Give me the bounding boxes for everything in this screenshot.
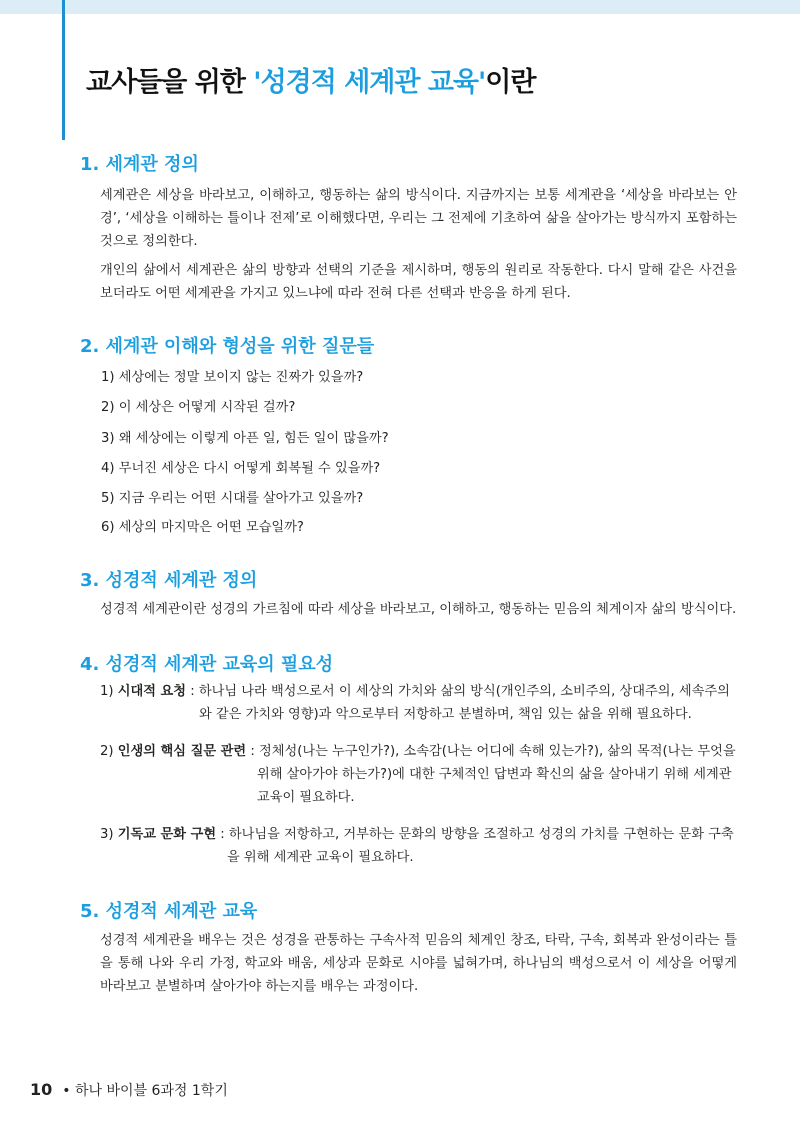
section-5-heading: 5. 성경적 세계관 교육: [80, 901, 258, 922]
page-title: [86, 60, 535, 99]
book-title: • 하나 바이블 6과정 1학기: [62, 1083, 228, 1099]
page-number: 10: [30, 1080, 53, 1099]
page-title-prefix: 교사들을 위한: [86, 67, 254, 98]
need-item-3: [100, 823, 740, 869]
need-item-1-first-line: [100, 680, 740, 703]
need-item-term: 기독교 문화 구현: [117, 827, 217, 842]
page-title-highlight: '성경적 세계관 교육': [253, 67, 486, 98]
need-item-2-first-line: [100, 740, 740, 763]
need-item-term: 인생의 핵심 질문 관련: [117, 744, 247, 759]
need-item-continuation: 위해 살아가야 하는가?)에 대한 구체적인 답변과 확신의 삶을 살아내기 위해 세계관: [257, 767, 732, 782]
section-1-paragraph-2: 개인의 삶에서 세계관은 삶의 방향과 선택의 기준을 제시하며, 행동의 원리로 작동한다. 다시 말해 같은 사건을 보더라도 어떤 세계관을 가지고 있느냐에 따라 전혀 다른 선택과 반응을 하게 된다.: [100, 263, 737, 301]
title-accent-bar: [62, 0, 65, 140]
section-1-paragraph-1: 세계관은 세상을 바라보고, 이해하고, 행동하는 삶의 방식이다. 지금까지는 보통 세계관을 ‘세상을 바라보는 안경’, ‘세상을 이해하는 틀이나 전제’로 이해했다면, 우리는 그 전제에 기초하여 삶을 살아가는 방식까지 포함하는 것으로 정의한다.: [100, 188, 737, 249]
need-item-text: 정체성(나는 누구인가?), 소속감(나는 어디에 속해 있는가?), 삶의 목적(나는 무엇을: [259, 744, 736, 759]
question-item: 4) 무너진 세상은 다시 어떻게 회복될 수 있을까?: [101, 461, 381, 476]
question-item: 3) 왜 세상에는 이렇게 아픈 일, 힘든 일이 많을까?: [101, 431, 389, 446]
need-item-1: [100, 680, 740, 726]
top-band: [0, 0, 800, 14]
need-item-text: 하나님을 저항하고, 거부하는 문화의 방향을 조절하고 성경의 가치를 구현하는 문화 구축: [228, 827, 734, 842]
need-item-number: 3): [100, 827, 118, 842]
need-item-continuation: 교육이 필요하다.: [257, 790, 355, 805]
question-item: 6) 세상의 마지막은 어떤 모습일까?: [101, 520, 304, 535]
need-item-term: 시대적 요청: [117, 684, 187, 699]
question-item: 5) 지금 우리는 어떤 시대를 살아가고 있을까?: [101, 491, 364, 506]
section-1-heading: 1. 세계관 정의: [80, 154, 199, 175]
need-item-3-first-line: [100, 823, 740, 846]
need-item-text: 하나님 나라 백성으로서 이 세상의 가치와 삶의 방식(개인주의, 소비주의, 상대주의, 세속주의: [198, 684, 730, 699]
section-2-heading: 2. 세계관 이해와 형성을 위한 질문들: [80, 336, 375, 357]
need-item-continuation: 와 같은 가치와 영향)과 악으로부터 저항하고 분별하며, 책임 있는 삶을 위해 필요하다.: [199, 707, 692, 722]
need-item-2: [100, 740, 740, 809]
question-item: 2) 이 세상은 어떻게 시작된 걸까?: [101, 400, 296, 415]
section-4-heading: 4. 성경적 세계관 교육의 필요성: [80, 654, 334, 675]
need-item-separator: :: [246, 744, 259, 759]
need-item-separator: :: [186, 684, 199, 699]
need-item-number: 2): [100, 744, 118, 759]
need-item-separator: :: [216, 827, 229, 842]
need-item-continuation: 을 위해 세계관 교육이 필요하다.: [227, 850, 414, 865]
page-footer: [30, 1080, 228, 1100]
page-title-suffix: 이란: [485, 67, 536, 98]
section-3-heading: 3. 성경적 세계관 정의: [80, 570, 258, 591]
need-item-number: 1): [100, 684, 118, 699]
section-5-paragraph: 성경적 세계관을 배우는 것은 성경을 관통하는 구속사적 믿음의 체계인 창조, 타락, 구속, 회복과 완성이라는 틀을 통해 나와 우리 가정, 학교와 배움, 세상과 문화로 시야를 넓혀가며, 하나님의 백성으로서 이 세상을 어떻게 바라보고 분별하며 살아가야 하는지를 배우는 과정이다.: [100, 933, 737, 994]
question-item: 1) 세상에는 정말 보이지 않는 진짜가 있을까?: [101, 370, 364, 385]
section-3-paragraph: 성경적 세계관이란 성경의 가르침에 따라 세상을 바라보고, 이해하고, 행동하는 믿음의 체계이자 삶의 방식이다.: [100, 602, 737, 617]
